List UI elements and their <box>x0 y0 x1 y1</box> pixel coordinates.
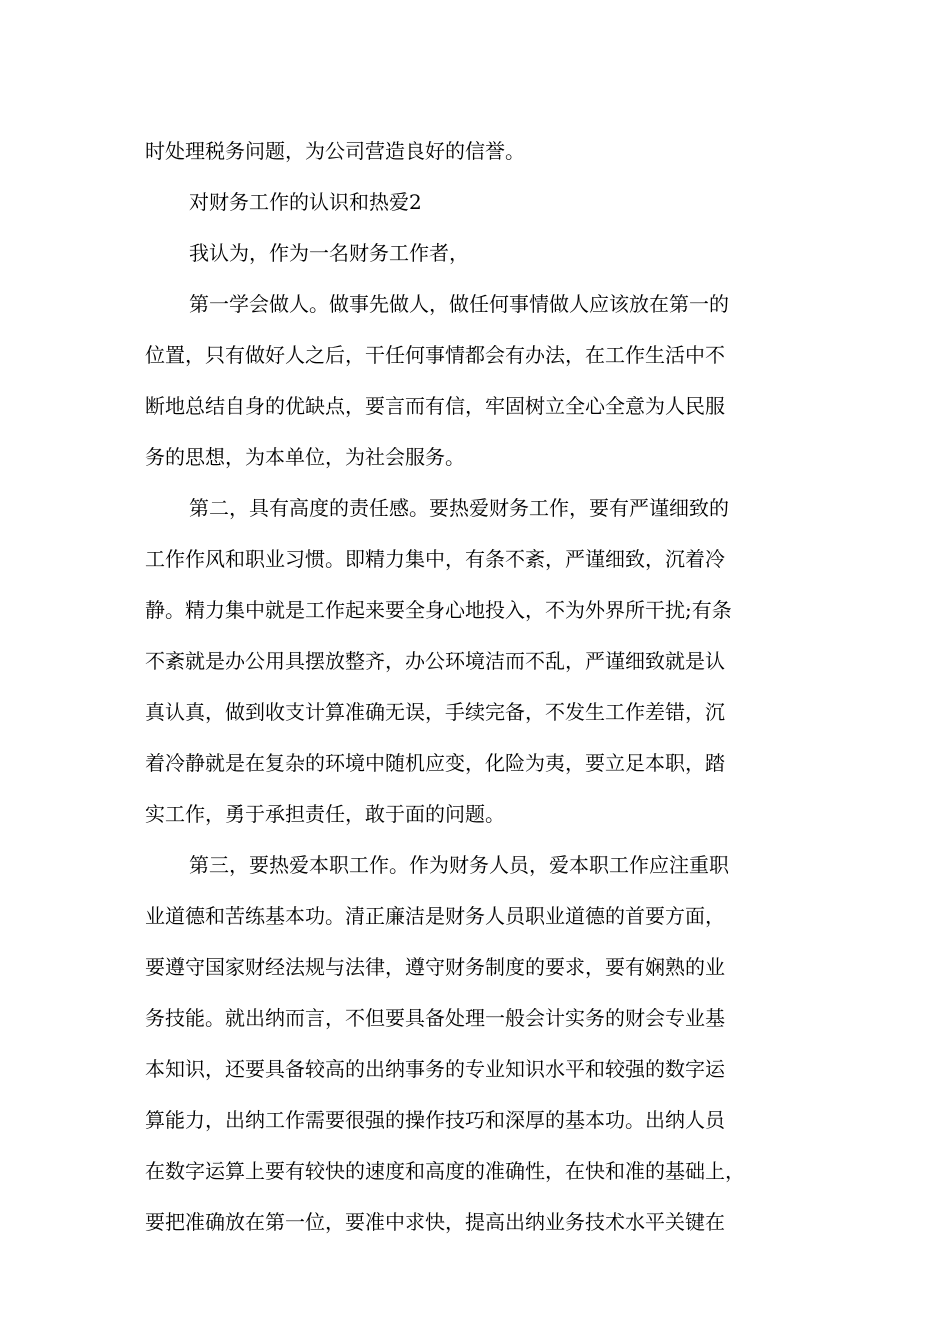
text-line: 真认真，做到收支计算准确无误，手续完备，不发生工作差错，沉 <box>145 700 725 724</box>
text-line: 不紊就是办公用具摆放整齐，办公环境洁而不乱，严谨细致就是认 <box>145 649 725 673</box>
text-line: 要遵守国家财经法规与法律，遵守财务制度的要求，要有娴熟的业 <box>145 955 725 979</box>
text-line: 实工作，勇于承担责任，敢于面的问题。 <box>145 802 505 826</box>
text-line: 务技能。就出纳而言，不但要具备处理一般会计实务的财会专业基 <box>145 1006 725 1030</box>
text-line: 位置，只有做好人之后，干任何事情都会有办法，在工作生活中不 <box>145 343 725 367</box>
paragraph-first-line: 第三，要热爱本职工作。作为财务人员，爱本职工作应注重职 <box>189 853 729 877</box>
document-body <box>145 126 835 1248</box>
text-line: 工作作风和职业习惯。即精力集中，有条不紊，严谨细致，沉着冷 <box>145 547 725 571</box>
text-line: 业道德和苦练基本功。清正廉洁是财务人员职业道德的首要方面， <box>145 904 725 928</box>
text-line: 我认为，作为一名财务工作者， <box>189 241 469 265</box>
text-line: 时处理税务问题，为公司营造良好的信誉。 <box>145 139 525 163</box>
text-line: 断地总结自身的优缺点，要言而有信，牢固树立全心全意为人民服 <box>145 394 725 418</box>
text-line: 本知识，还要具备较高的出纳事务的专业知识水平和较强的数字运 <box>145 1057 725 1081</box>
text-line: 在数字运算上要有较快的速度和高度的准确性，在快和准的基础上， <box>145 1159 745 1183</box>
section-heading: 对财务工作的认识和热爱2 <box>189 190 422 214</box>
paragraph-first-line: 第一学会做人。做事先做人，做任何事情做人应该放在第一的 <box>189 292 729 316</box>
text-line: 静。精力集中就是工作起来要全身心地投入，不为外界所干扰;有条 <box>145 598 732 622</box>
text-line: 要把准确放在第一位，要准中求快，提高出纳业务技术水平关键在 <box>145 1210 725 1234</box>
text-line: 务的思想，为本单位，为社会服务。 <box>145 445 465 469</box>
text-line: 算能力，出纳工作需要很强的操作技巧和深厚的基本功。出纳人员 <box>145 1108 725 1132</box>
paragraph-first-line: 第二，具有高度的责任感。要热爱财务工作，要有严谨细致的 <box>189 496 729 520</box>
text-line: 着冷静就是在复杂的环境中随机应变，化险为夷，要立足本职，踏 <box>145 751 725 775</box>
